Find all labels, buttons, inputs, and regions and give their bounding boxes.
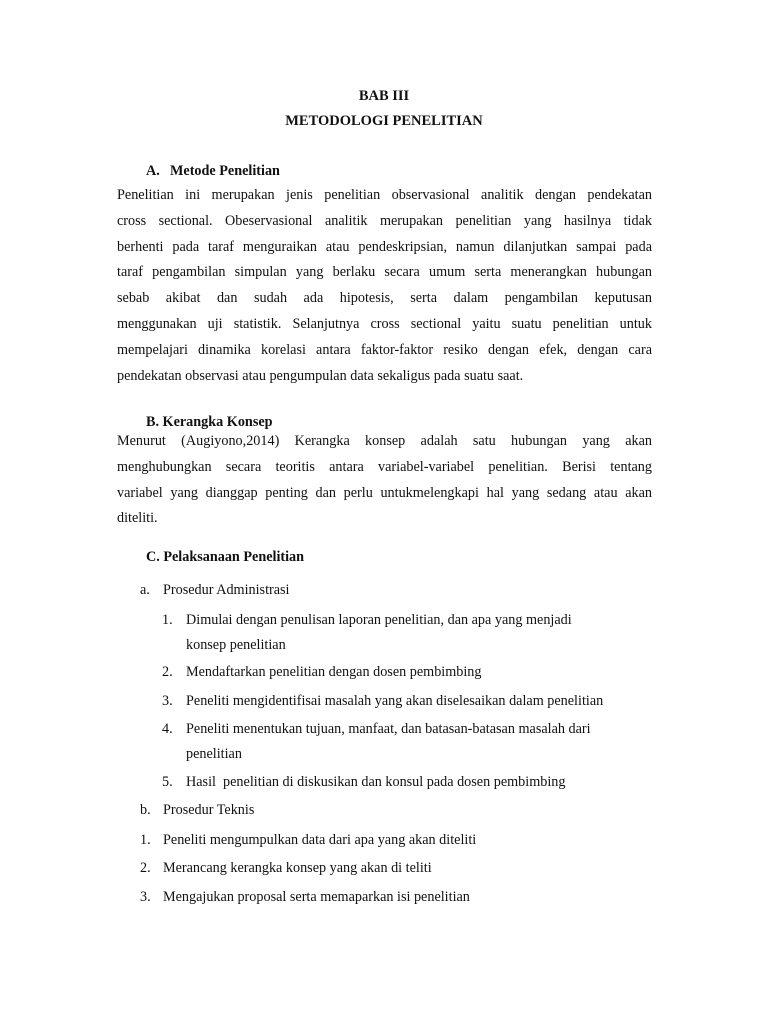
list-item-text: Peneliti mengumpulkan data dari apa yang akan diteliti [163, 832, 477, 848]
sub-a-label: Prosedur Administrasi [163, 582, 290, 598]
paragraph-line: pendekatan observasi atau pengumpulan data sekaligus pada suatu saat. [117, 367, 524, 384]
sub-b-marker: b. [140, 802, 151, 818]
list-item-marker: 2. [140, 860, 151, 876]
list-item-text-continued: penelitian [186, 746, 242, 762]
list-item-text: Mendaftarkan penelitian dengan dosen pembimbing [186, 664, 482, 680]
paragraph-line: sebab akibat dan sudah ada hipotesis, serta dalam pengambilan keputusan [117, 290, 652, 307]
list-item-text: Merancang kerangka konsep yang akan di teliti [163, 860, 432, 876]
sub-a-marker: a. [140, 582, 150, 598]
chapter-number: BAB III [358, 88, 410, 104]
list-item-marker: 2. [162, 664, 173, 680]
list-item-marker: 3. [140, 889, 151, 905]
paragraph-line: variabel yang dianggap penting dan perlu untukmelengkapi hal yang sedang atau akan [117, 484, 652, 501]
list-item-text: Hasil penelitian di diskusikan dan konsul pada dosen pembimbing [186, 774, 566, 790]
list-item-marker: 1. [162, 612, 173, 628]
paragraph-line: cross sectional. Obeservasional analitik merupakan penelitian yang hasilnya tidak [117, 212, 652, 229]
list-item-text: Dimulai dengan penulisan laporan penelitian, dan apa yang menjadi [186, 612, 572, 628]
paragraph-line: menggunakan uji statistik. Selanjutnya cross sectional yaitu suatu penelitian untuk [117, 315, 652, 332]
paragraph-line: menghubungkan secara teoritis antara variabel-variabel penelitian. Berisi tentang [117, 458, 652, 475]
section-b-heading: B. Kerangka Konsep [146, 414, 273, 430]
section-b-paragraph [117, 429, 652, 532]
list-item-marker: 3. [162, 693, 173, 709]
list-item-marker: 5. [162, 774, 173, 790]
sub-b-label: Prosedur Teknis [163, 802, 255, 818]
list-item-text: Peneliti menentukan tujuan, manfaat, dan batasan-batasan masalah dari [186, 721, 591, 737]
list-item-marker: 4. [162, 721, 173, 737]
section-a-marker: A. [146, 163, 160, 179]
list-item-text-continued: konsep penelitian [186, 637, 286, 653]
list-item-text: Peneliti mengidentifisai masalah yang akan diselesaikan dalam penelitian [186, 693, 604, 709]
paragraph-line: Penelitian ini merupakan jenis penelitian observasional analitik dengan pendekatan [117, 187, 652, 203]
list-item-marker: 1. [140, 832, 151, 848]
section-a-paragraph [117, 183, 652, 389]
chapter-title: METODOLOGI PENELITIAN [285, 113, 483, 129]
paragraph-line: taraf pengambilan simpulan yang berlaku secara umum serta menerangkan hubungan [117, 264, 652, 281]
paragraph-line: mempelajari dinamika korelasi antara faktor-faktor resiko dengan efek, dengan cara [117, 341, 652, 358]
paragraph-line: diteliti. [117, 510, 158, 527]
section-c-heading: C. Pelaksanaan Penelitian [146, 549, 305, 565]
section-a-heading: Metode Penelitian [170, 163, 280, 179]
paragraph-line: berhenti pada taraf menguraikan atau pendeskripsian, namun dilanjutkan sampai pada [117, 238, 652, 255]
paragraph-line: Menurut (Augiyono,2014) Kerangka konsep adalah satu hubungan yang akan [117, 433, 652, 449]
list-item-text: Mengajukan proposal serta memaparkan isi penelitian [163, 889, 470, 905]
